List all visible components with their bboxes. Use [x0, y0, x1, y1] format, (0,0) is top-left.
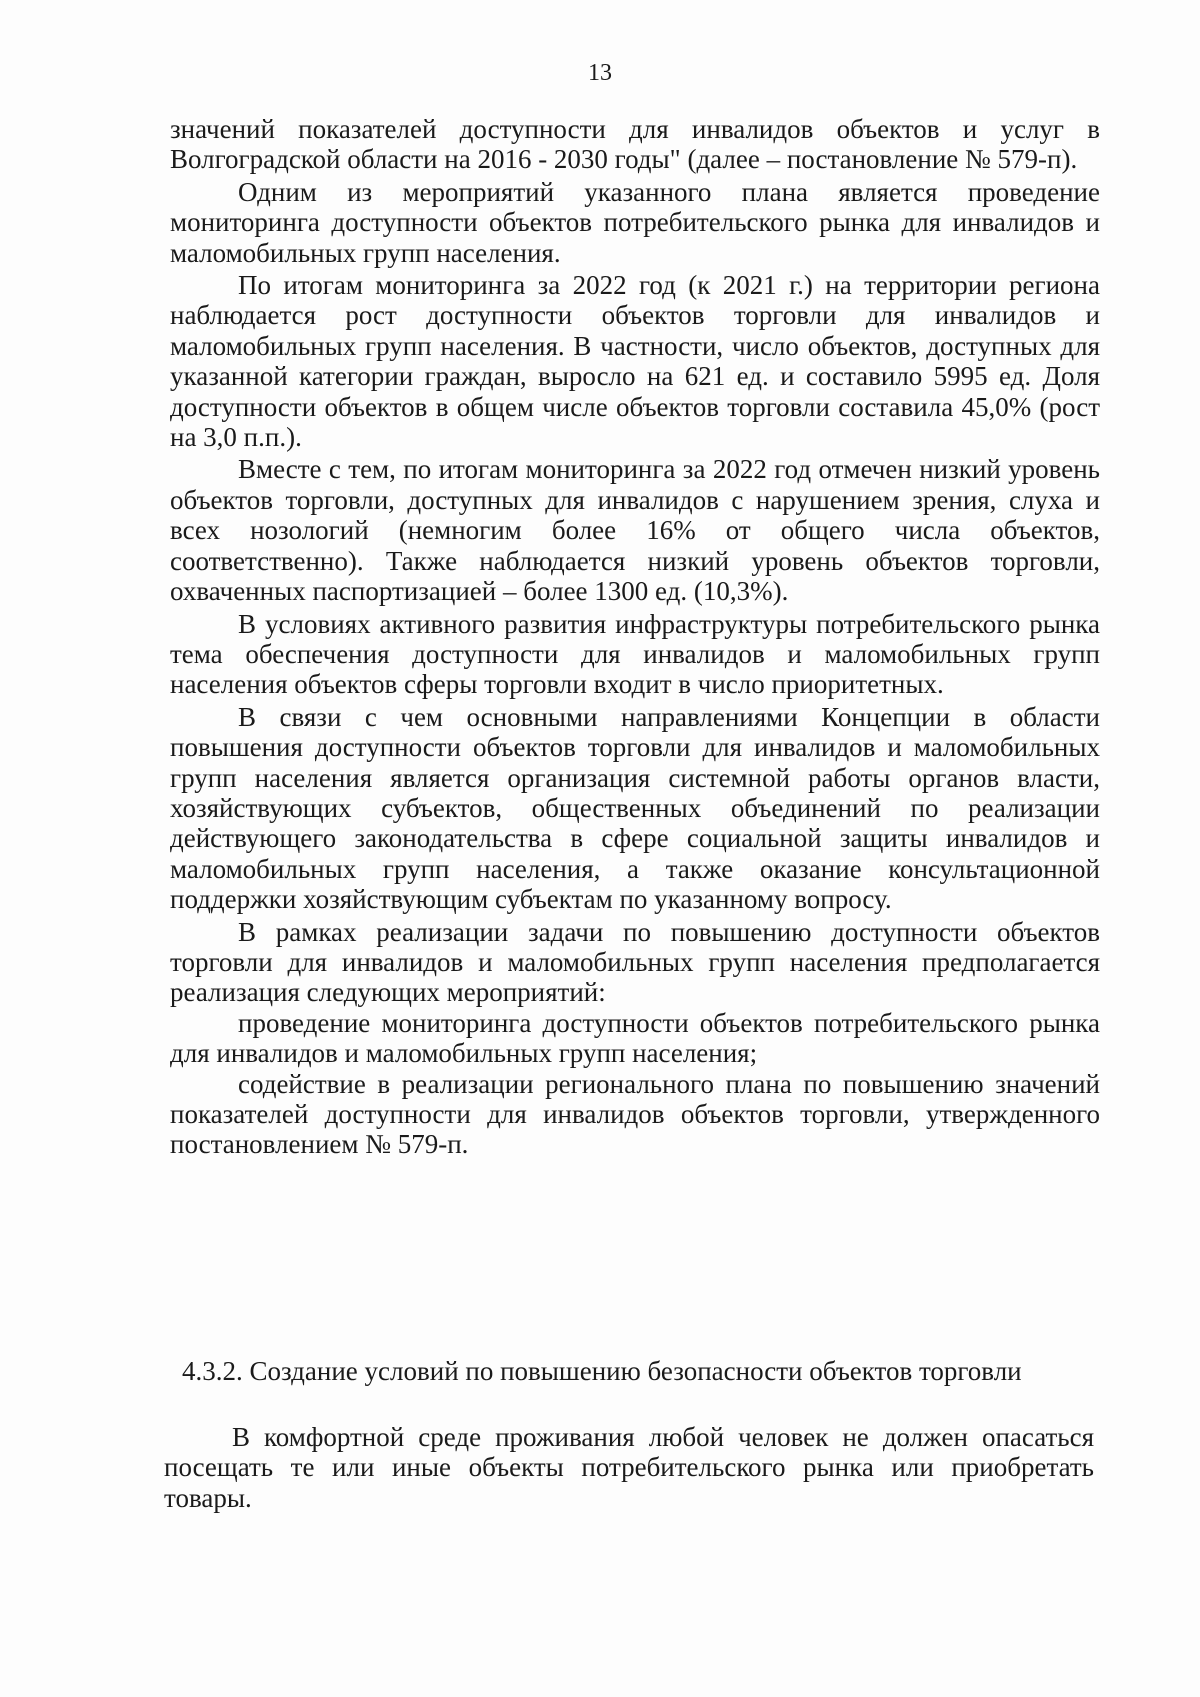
paragraph-low-level: Вместе с тем, по итогам мониторинга за 2022 год отмечен низкий уровень объектов торговли, доступных для инвалидов с нарушением зрения, слуха и всех нозологий (немногим более 16% от общего числа объектов, соответственно). Также наблюдается низкий уровень объектов торговли, охваченных паспортизацией – более 1300 ед. (10,3%).: [170, 454, 1100, 607]
page-number: 13: [588, 60, 612, 86]
section-heading: 4.3.2. Создание условий по повышению безопасности объектов торговли: [182, 1356, 1022, 1386]
list-item-regional-plan: содействие в реализации регионального плана по повышению значений показателей доступности для инвалидов объектов торговли, утвержденного постановлением № 579-п.: [170, 1068, 1100, 1160]
paragraph-continuation: значений показателей доступности для инвалидов объектов и услуг в Волгоградской области на 2016 - 2030 годы" (далее – постановление № 579-п).: [170, 114, 1100, 175]
paragraph-safety: В комфортной среде проживания любой человек не должен опасаться посещать те или иные объекты потребительского рынка или приобретать товары.: [164, 1422, 1094, 1513]
list-item-monitoring: проведение мониторинга доступности объектов потребительского рынка для инвалидов и маломобильных групп населения;: [170, 1007, 1100, 1069]
paragraph-priority: В условиях активного развития инфраструктуры потребительского рынка тема обеспечения доступности для инвалидов и маломобильных групп населения объектов сферы торговли входит в число приоритетных.: [170, 608, 1100, 700]
paragraph-concept-directions: В связи с чем основными направлениями Концепции в области повышения доступности объектов торговли для инвалидов и маломобильных групп населения является организация системной работы органов власти, хозяйствующих субъектов, общественных объединений по реализации действующего законодательства в сфере социальной защиты инвалидов и маломобильных групп населения, а также оказание консультационной поддержки хозяйствующим субъектам по указанному вопросу.: [170, 701, 1100, 915]
paragraph-measures-intro: В рамках реализации задачи по повышению доступности объектов торговли для инвалидов и маломобильных групп населения предполагается реализация следующих мероприятий:: [170, 916, 1100, 1008]
body-text: [170, 114, 1100, 1160]
paragraph-monitoring-results: По итогам мониторинга за 2022 год (к 2021 г.) на территории региона наблюдается рост доступности объектов торговли для инвалидов и маломобильных групп населения. В частности, число объектов, доступных для указанной категории граждан, выросло на 621 ед. и составило 5995 ед. Доля доступности объектов в общем числе объектов торговли составила 45,0% (рост на 3,0 п.п.).: [170, 270, 1100, 453]
paragraph-monitoring-plan: Одним из мероприятий указанного плана является проведение мониторинга доступности объектов потребительского рынка для инвалидов и маломобильных групп населения.: [170, 176, 1100, 268]
